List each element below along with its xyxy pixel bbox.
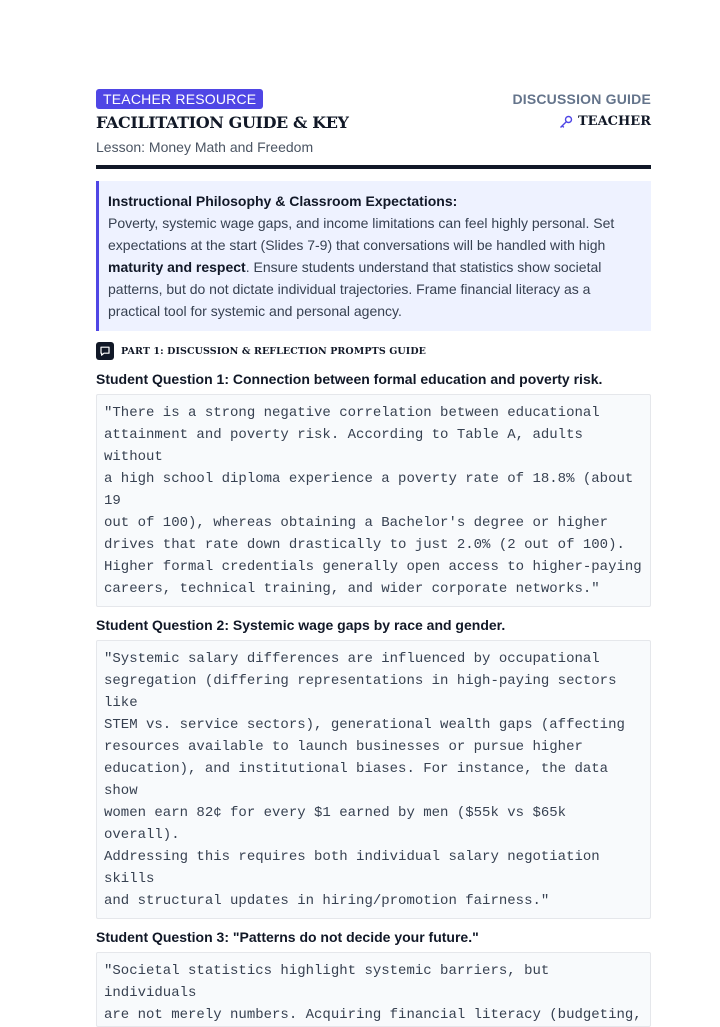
- callout-text: Poverty, systemic wage gaps, and income limitations can feel highly personal. Set expectations at the start (Slides 7-9) that conversations will be handled with high: [108, 215, 615, 253]
- header-divider: [96, 165, 651, 169]
- lesson-subtitle: Lesson: Money Math and Freedom: [96, 139, 314, 155]
- role-label: TEACHER: [577, 114, 651, 129]
- callout-text-continued: . Ensure students understand that statistics show societal patterns, but do not dictate individual trajectories. Frame financial literacy as a practical tool for systemic and personal agency.: [108, 259, 602, 319]
- question-1: Student Question 1: Connection between formal education and poverty risk.: [96, 371, 603, 387]
- part-label: PART 1: DISCUSSION & REFLECTION PROMPTS GUIDE: [121, 345, 427, 357]
- answer-3: "Societal statistics highlight systemic barriers, but individuals are not merely numbers. Acquiring financial literacy (budgeting,: [96, 952, 651, 1027]
- key-icon: [559, 115, 573, 129]
- chat-bubble-icon: [96, 342, 114, 360]
- part-heading: [96, 341, 651, 361]
- answer-2: "Systemic salary differences are influenced by occupational segregation (differing representations in high-paying sectors like STEM vs. service sectors), generational wealth gaps (affecting resources available to launch businesses or pursue higher education), and institutional biases. For instance, the data show women earn 82¢ for every $1 earned by men ($55k vs $65k overall). Addressing this requires both individual salary negotiation skills and structural updates in hiring/promotion fairness.": [96, 640, 651, 919]
- document-title: FACILITATION GUIDE & KEY: [96, 113, 349, 132]
- philosophy-callout: [96, 181, 651, 331]
- teacher-resource-badge: TEACHER RESOURCE: [96, 89, 263, 109]
- document-body: [96, 89, 651, 1027]
- callout-title: Instructional Philosophy & Classroom Expectations:: [108, 193, 458, 209]
- callout-emphasis: maturity and respect: [108, 259, 246, 275]
- question-3: Student Question 3: "Patterns do not decide your future.": [96, 929, 479, 945]
- role-indicator: [559, 114, 651, 129]
- document-header: [96, 89, 651, 165]
- answer-1: "There is a strong negative correlation between educational attainment and poverty risk. According to Table A, adults without a high school diploma experience a poverty rate of 18.8% (about 19 out of 100), whereas obtaining a Bachelor's degree or higher drives that rate down drastically to just 2.0% (2 out of 100). Higher formal credentials generally open access to higher-paying careers, technical training, and wider corporate networks.": [96, 394, 651, 607]
- question-2: Student Question 2: Systemic wage gaps by race and gender.: [96, 617, 506, 633]
- discussion-guide-label: DISCUSSION GUIDE: [512, 91, 651, 107]
